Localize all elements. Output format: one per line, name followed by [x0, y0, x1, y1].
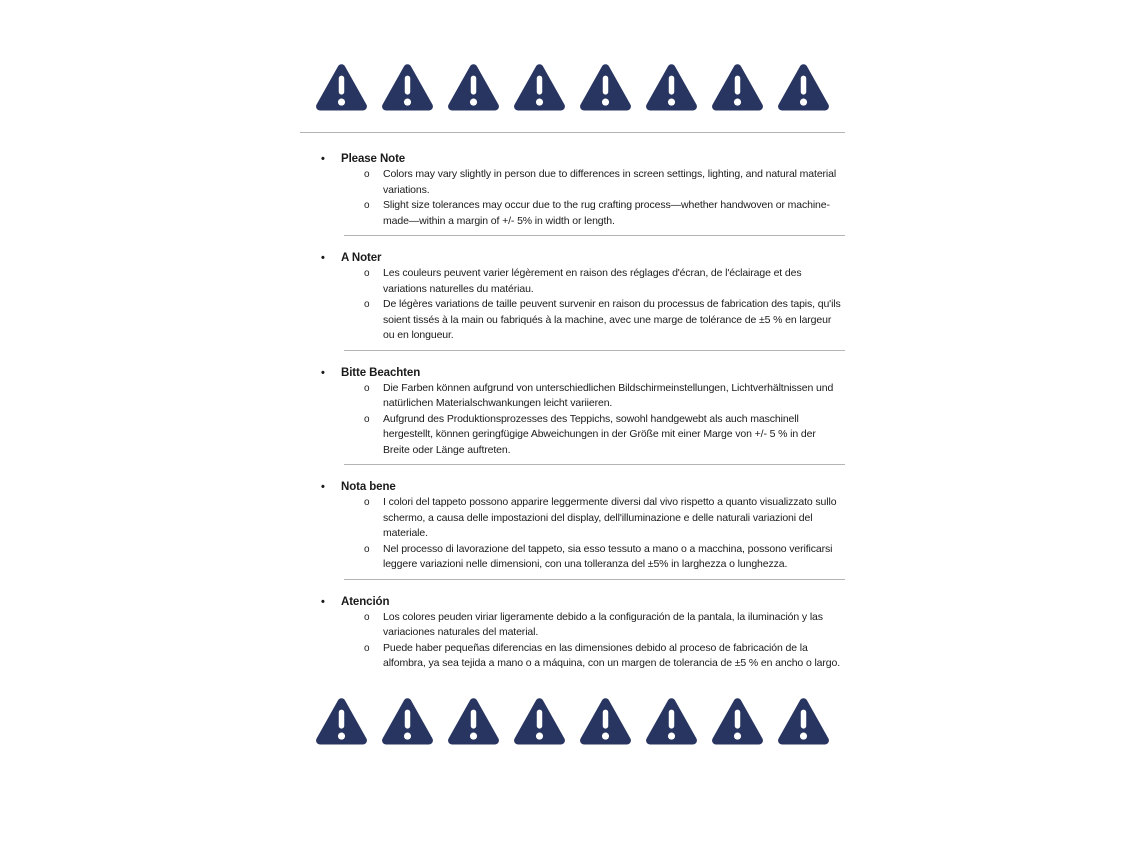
note-section — [300, 479, 845, 580]
note-section-heading-row — [300, 365, 845, 381]
sub-bullet-marker: o — [364, 299, 370, 310]
sub-bullet-marker: o — [364, 382, 370, 394]
sub-bullet-marker: o — [364, 497, 370, 508]
warning-triangle-icon — [645, 62, 698, 113]
note-section-heading-row — [300, 594, 845, 610]
note-item-text: De légères variations de taille peuvent survenir en raison du processus de fabrication des tapis, qu'ils soient tissés à la main ou fabriqués à la machine, avec une marge de tolérance de ±5 % en largeur ou en longueur. — [383, 298, 841, 341]
note-item — [300, 412, 845, 459]
note-item-text: Aufgrund des Produktionsprozesses des Teppichs, sowohl handgewebt als auch maschinell hergestellt, können geringfügige Abweichungen in der Größe mit einer Marge von +/- 5 % in der Breite oder Länge auftreten. — [383, 412, 816, 456]
note-items — [300, 266, 845, 344]
bullet-marker: • — [321, 252, 325, 264]
note-item — [300, 542, 845, 573]
section-heading: Bitte Beachten — [341, 366, 421, 379]
sub-bullet-marker: o — [364, 169, 370, 180]
note-item-text: I colori del tappeto possono apparire leggermente diversi dal vivo rispetto a quanto visualizzato sullo schermo, a causa delle impostazioni del display, dell'illuminazione e delle naturali variazioni del materiale. — [383, 496, 837, 539]
sub-bullet-marker: o — [364, 642, 370, 654]
note-item — [300, 297, 845, 344]
note-item — [300, 381, 845, 412]
warning-triangle-icon — [315, 62, 368, 113]
section-divider — [344, 350, 845, 351]
note-section — [300, 151, 845, 236]
section-heading: Please Note — [341, 153, 406, 165]
note-item-text: Die Farben können aufgrund von unterschiedlichen Bildschirmeinstellungen, Lichtverhältnissen und natürlichen Materialschwankungen leicht variieren. — [383, 381, 834, 409]
section-divider — [344, 235, 845, 236]
note-items — [300, 610, 845, 672]
note-items — [300, 167, 845, 229]
sub-bullet-marker: o — [364, 268, 370, 279]
warning-icons-top-row — [300, 62, 845, 113]
warning-triangle-icon — [579, 696, 632, 747]
note-item-text: Puede haber pequeñas diferencias en las dimensiones debido al proceso de fabricación de la alfombra, ya sea tejida a mano o a máquina, con un margen de tolerancia de ±5 % en ancho o largo. — [383, 641, 840, 669]
section-divider — [344, 464, 845, 465]
note-item — [300, 610, 845, 641]
note-section-heading-row — [300, 151, 845, 167]
note-item-text: Les couleurs peuvent varier légèrement en raison des réglages d'écran, de l'éclairage et des variations naturelles du matériau. — [383, 267, 802, 295]
product-notes-document — [300, 0, 845, 747]
warning-triangle-icon — [381, 62, 434, 113]
warning-triangle-icon — [711, 696, 764, 747]
section-divider — [344, 579, 845, 580]
note-item — [300, 495, 845, 542]
note-item — [300, 198, 845, 229]
note-section — [300, 250, 845, 351]
warning-triangle-icon — [447, 696, 500, 747]
note-item — [300, 266, 845, 297]
bullet-marker: • — [321, 153, 325, 165]
warning-triangle-icon — [579, 62, 632, 113]
note-items — [300, 495, 845, 573]
warning-triangle-icon — [777, 62, 830, 113]
sub-bullet-marker: o — [364, 200, 370, 211]
warning-triangle-icon — [645, 696, 698, 747]
note-section-heading-row — [300, 250, 845, 266]
note-section — [300, 365, 845, 466]
warning-triangle-icon — [315, 696, 368, 747]
bullet-marker: • — [321, 366, 325, 379]
section-heading: A Noter — [341, 252, 382, 264]
note-item-text: Nel processo di lavorazione del tappeto, sia esso tessuto a mano o a macchina, possono verificarsi leggere variazioni nelle dimensioni, con una tolleranza del ±5% in larghezza o lunghezza. — [383, 542, 833, 570]
warning-triangle-icon — [447, 62, 500, 113]
note-items — [300, 381, 845, 459]
warning-icons-bottom-row — [300, 696, 845, 747]
sub-bullet-marker: o — [364, 413, 370, 425]
note-section — [300, 594, 845, 672]
bullet-marker: • — [321, 595, 325, 608]
sub-bullet-marker: o — [364, 611, 370, 623]
note-item-text: Slight size tolerances may occur due to the rug crafting process—whether handwoven or machine-made—within a margin of +/- 5% in width or length. — [383, 199, 830, 227]
warning-triangle-icon — [513, 696, 566, 747]
notes-sections — [300, 151, 845, 672]
section-heading: Atención — [341, 595, 390, 608]
warning-triangle-icon — [513, 62, 566, 113]
note-item — [300, 167, 845, 198]
sub-bullet-marker: o — [364, 543, 370, 555]
warning-triangle-icon — [777, 696, 830, 747]
note-item — [300, 641, 845, 672]
note-item-text: Los colores peuden viriar ligeramente debido a la configuración de la pantala, la iluminación y las variaciones naturales del material. — [383, 610, 823, 638]
bullet-marker: • — [321, 481, 325, 493]
note-section-heading-row — [300, 479, 845, 495]
top-divider — [300, 132, 845, 133]
note-item-text: Colors may vary slightly in person due to differences in screen settings, lighting, and natural material variations. — [383, 168, 837, 196]
warning-triangle-icon — [711, 62, 764, 113]
warning-triangle-icon — [381, 696, 434, 747]
section-heading: Nota bene — [341, 481, 396, 493]
